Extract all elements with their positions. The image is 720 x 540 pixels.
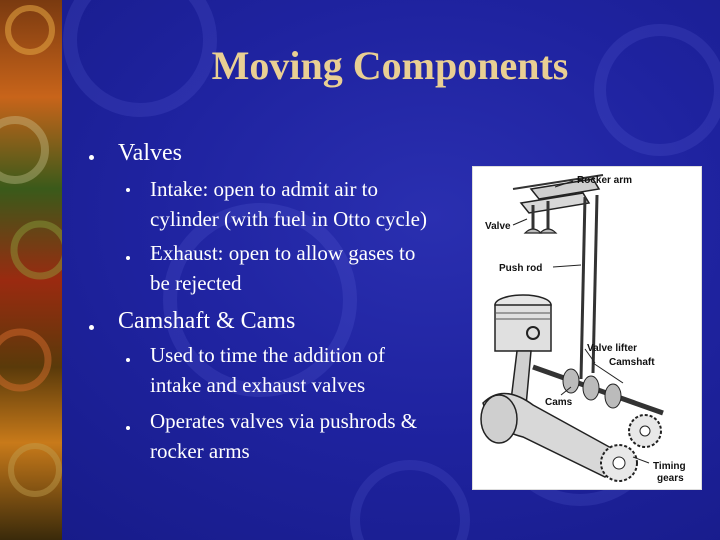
- sub-bullet-intake: [150, 174, 427, 234]
- sub-bullet-line: intake and exhaust valves: [150, 373, 366, 397]
- sub-bullet-operates: [150, 406, 417, 466]
- sub-bullet-line: be rejected: [150, 271, 242, 295]
- label-rocker-arm: Rocker arm: [577, 175, 633, 186]
- bullet-dot: [89, 325, 94, 330]
- label-timing: Timing: [653, 461, 686, 472]
- bullet-valves: Valves: [118, 140, 182, 166]
- label-gears: gears: [657, 473, 684, 484]
- bullet-camshaft: Camshaft & Cams: [118, 308, 296, 334]
- valvetrain-diagram: [472, 166, 702, 490]
- sub-bullet-dot: [126, 426, 130, 430]
- sub-bullet-timing: [150, 340, 385, 400]
- sub-bullet-line: Used to time the addition of: [150, 343, 386, 367]
- label-valve-lifter: Valve lifter: [587, 343, 638, 354]
- bullet-dot: [89, 155, 94, 160]
- sub-bullet-line: rocker arms: [150, 439, 250, 463]
- sub-bullet-dot: [126, 256, 130, 260]
- label-push-rod: Push rod: [499, 263, 543, 274]
- sub-bullet-dot: [126, 358, 130, 362]
- sub-bullet-line: Exhaust: open to allow gases to: [150, 241, 416, 265]
- label-cams: Cams: [545, 397, 573, 408]
- sub-bullet-exhaust: [150, 238, 415, 298]
- label-valve: Valve: [485, 221, 511, 232]
- sub-bullet-line: cylinder (with fuel in Otto cycle): [150, 207, 427, 231]
- sub-bullet-dot: [126, 188, 130, 192]
- sub-bullet-line: Intake: open to admit air to: [150, 177, 379, 201]
- label-camshaft: Camshaft: [609, 357, 655, 368]
- decorative-gear-sidebar: [0, 0, 62, 540]
- slide-title: Moving Components: [211, 43, 569, 88]
- sub-bullet-line: Operates valves via pushrods &: [150, 409, 418, 433]
